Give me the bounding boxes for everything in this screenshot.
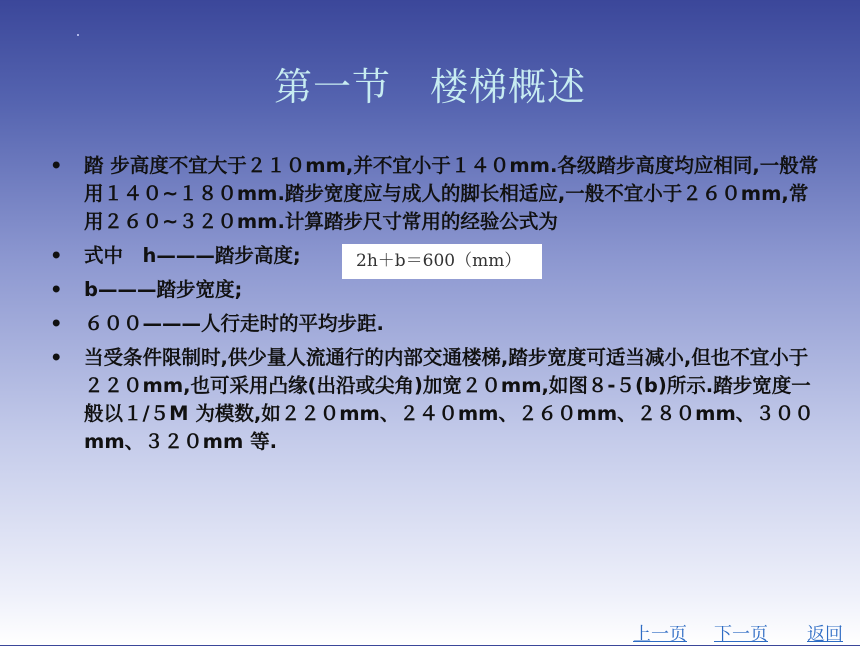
bullet-icon: • <box>50 154 63 177</box>
list-item <box>50 276 820 304</box>
item-text: ６００———人行走时的平均步距. <box>84 312 384 335</box>
bullet-icon: • <box>50 346 63 369</box>
bullet-icon: • <box>50 278 63 301</box>
bullet-list <box>50 152 820 462</box>
item-text: 式中 h———踏步高度; <box>84 244 301 267</box>
list-item <box>50 310 820 338</box>
prev-page-link[interactable]: 上一页 <box>633 624 687 645</box>
next-page-link[interactable]: 下一页 <box>714 624 768 645</box>
list-item <box>50 152 820 236</box>
item-text: 踏 步高度不宜大于２１０mm,并不宜小于１４０mm.各级踏步高度均应相同,一般常用１４０~１８０mm.踏步宽度应与成人的脚长相适应,一般不宜小于２６０mm,常用２６０~３２０mm.计算踏步尺寸常用的经验公式为 <box>84 154 819 233</box>
formula-box: 2h＋b＝600（mm） <box>342 244 542 279</box>
item-text: 当受条件限制时,供少量人流通行的内部交通楼梯,踏步宽度可适当减小,但也不宜小于２２０mm,也可采用凸缘(出沿或尖角)加宽２０mm,如图８-５(b)所示.踏步宽度一般以１/５M 为模数,如２２０mm、２４０mm、２６０mm、２８０mm、３００mm、３２０mm 等. <box>84 346 814 453</box>
slide-title: 第一节 楼梯概述 <box>273 65 586 109</box>
item-text: b———踏步宽度; <box>84 278 243 301</box>
bullet-icon: • <box>50 244 63 267</box>
decorative-dot <box>77 34 79 36</box>
back-link[interactable]: 返回 <box>807 624 843 645</box>
bullet-icon: • <box>50 312 63 335</box>
list-item <box>50 344 820 456</box>
